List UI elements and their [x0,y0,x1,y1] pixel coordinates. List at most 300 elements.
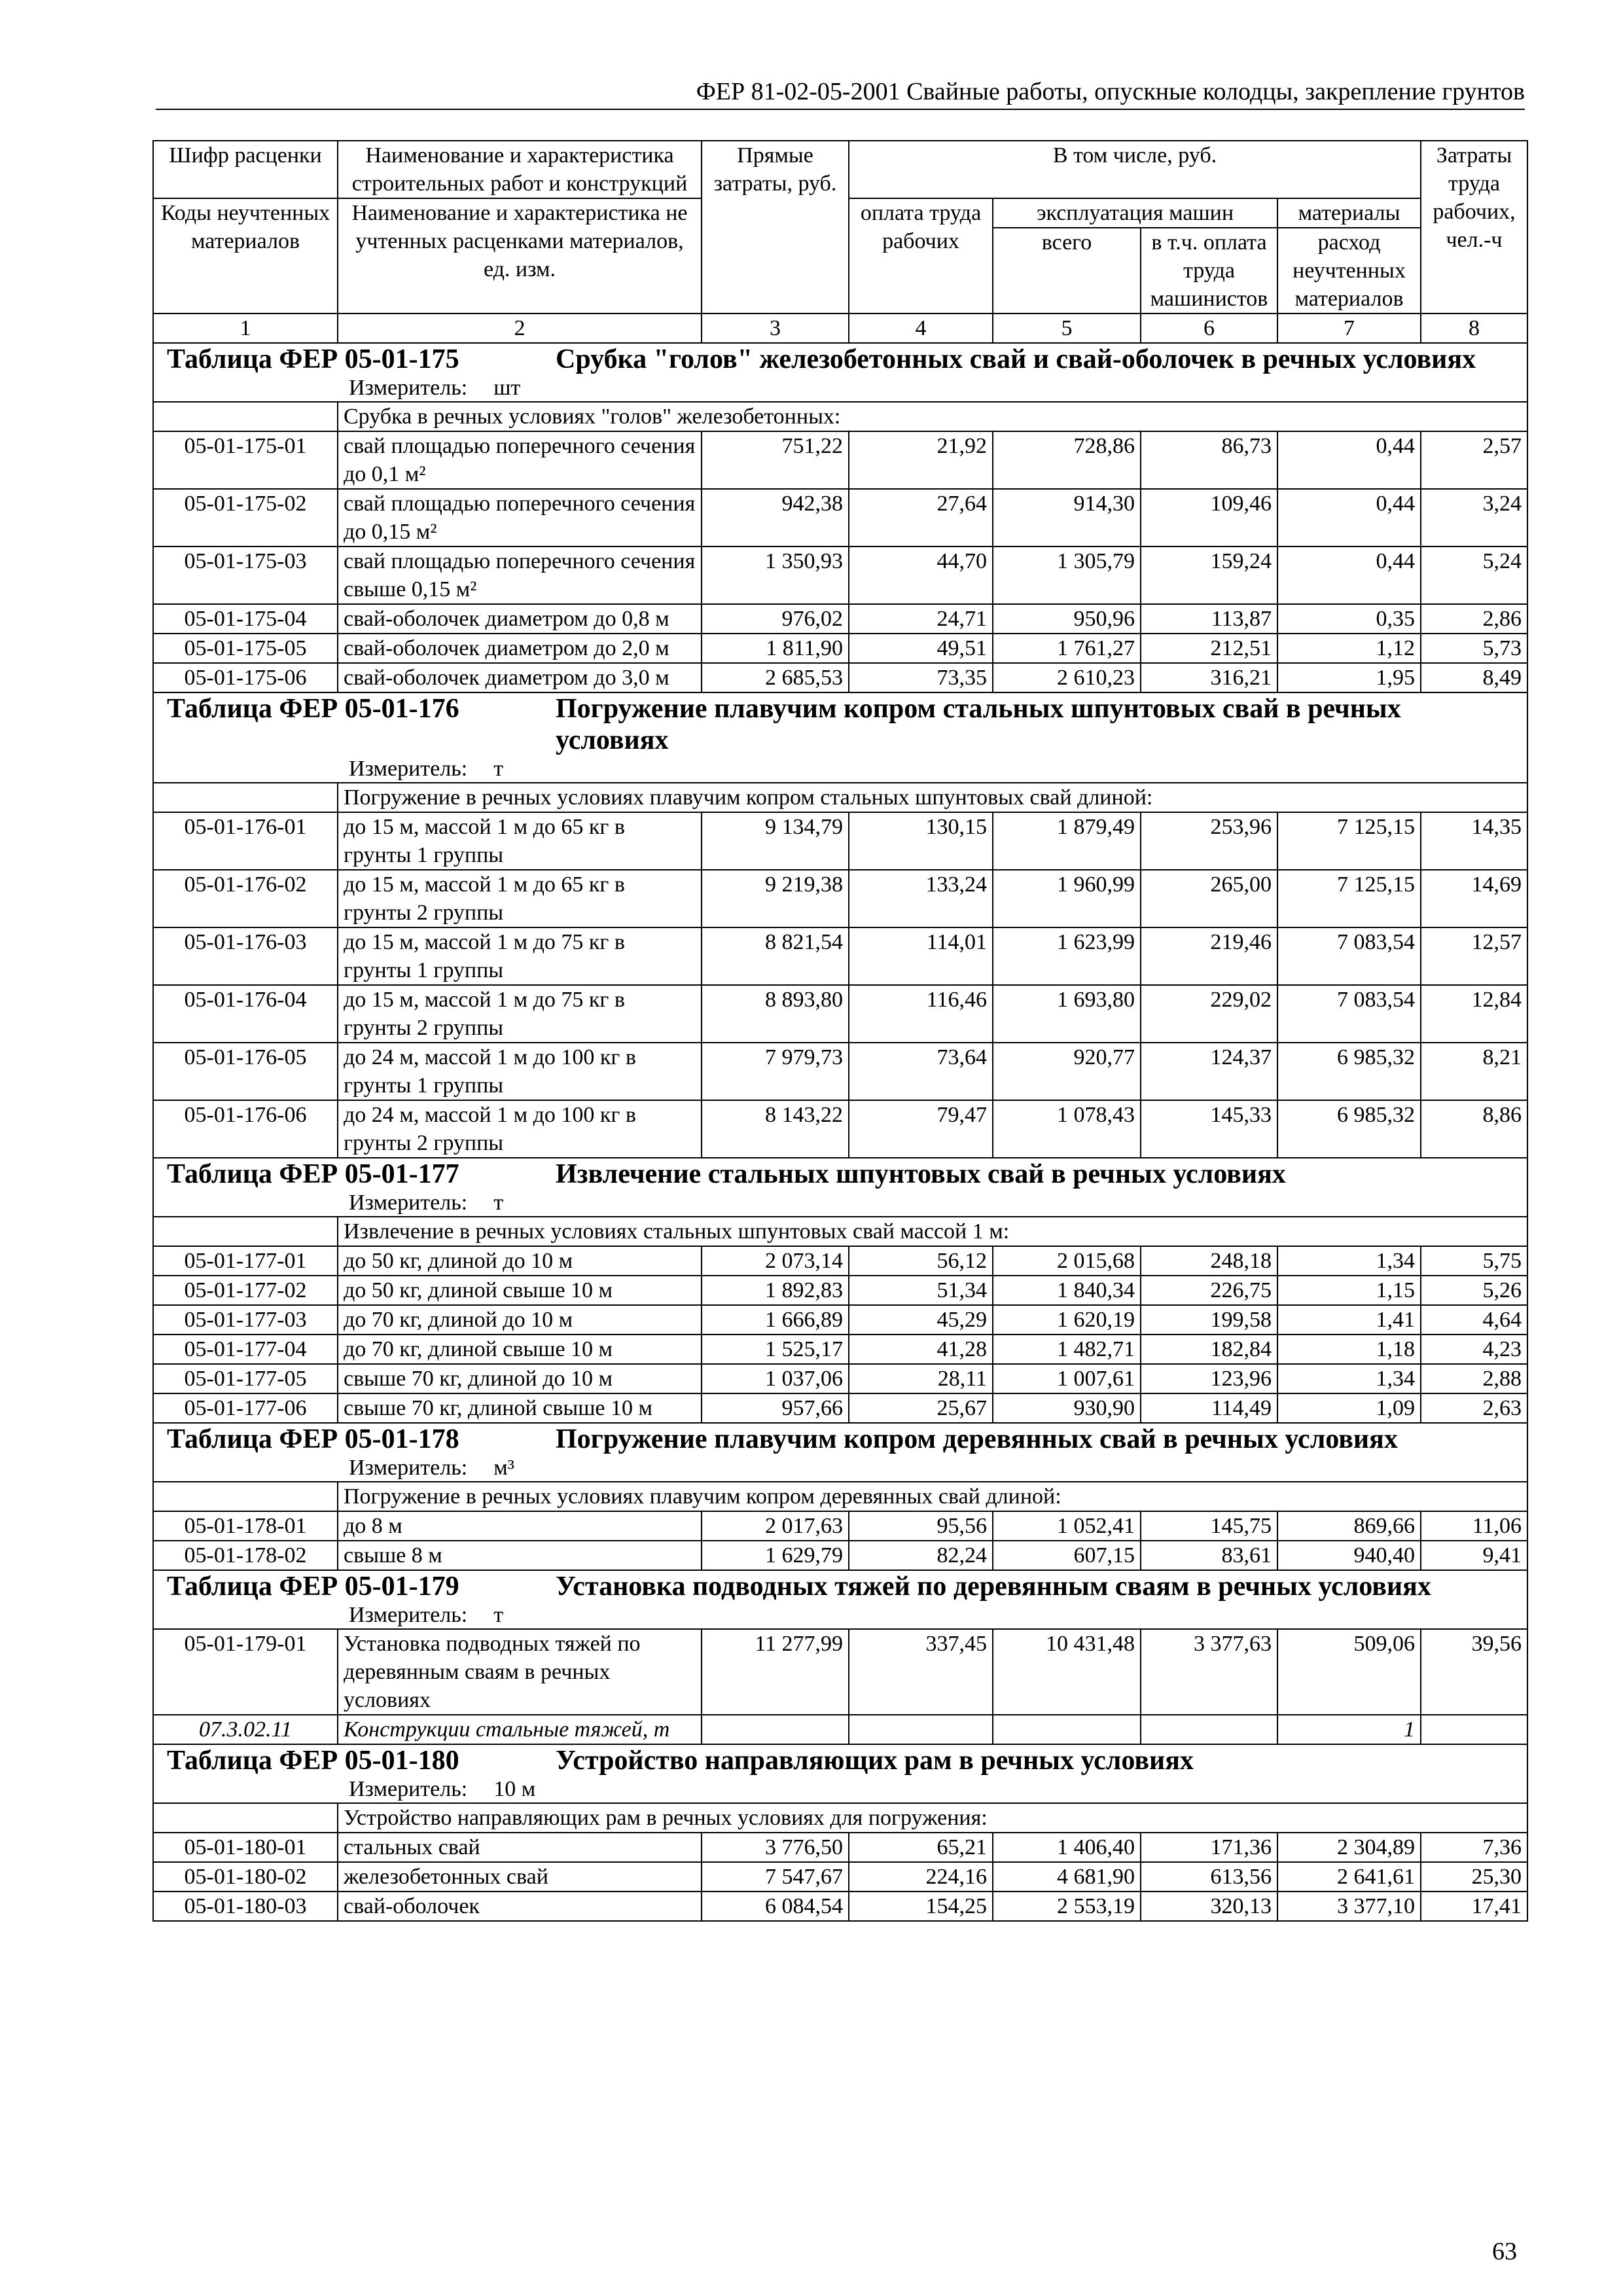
row-description: до 15 м, массой 1 м до 75 кг в грунты 1 группы [338,927,702,985]
row-description: свыше 70 кг, длиной до 10 м [338,1364,702,1393]
table-title [153,1158,1527,1217]
col-number: 1 [153,314,338,343]
row-material-consumption: 509,06 [1277,1629,1421,1715]
row-material-consumption: 2 641,61 [1277,1862,1421,1892]
row-code: 05-01-176-05 [153,1043,338,1100]
row-labor-hours: 5,24 [1421,547,1527,604]
row-machines-total: 914,30 [993,489,1141,547]
row-wages: 44,70 [849,547,993,604]
measure-label: Измеритель: [349,1777,468,1801]
row-machinist-wages: 229,02 [1141,985,1277,1043]
row-machines-total: 1 007,61 [993,1364,1141,1393]
row-machinist-wages: 219,46 [1141,927,1277,985]
row-material-consumption: 1,34 [1277,1246,1421,1276]
row-machinist-wages: 113,87 [1141,604,1277,634]
row-direct-cost: 11 277,99 [702,1629,849,1715]
page-number: 63 [1492,2238,1517,2265]
group-label: Устройство направляющих рам в речных условиях для погружения: [338,1803,1527,1833]
row-material-consumption: 1,18 [1277,1335,1421,1364]
table-title [153,692,1527,783]
row-material-consumption: 0,35 [1277,604,1421,634]
col-number: 2 [338,314,702,343]
col-machines-header: эксплуатация машин [993,198,1277,228]
measure-unit: шт [493,376,521,400]
measure-label: Измеритель: [349,1456,468,1480]
row-wages: 56,12 [849,1246,993,1276]
row-wages: 28,11 [849,1364,993,1393]
row-machines-total: 1 482,71 [993,1335,1141,1364]
group-code-cell [153,402,338,431]
row-description: до 8 м [338,1511,702,1541]
row-wages: 79,47 [849,1100,993,1158]
row-wages: 82,24 [849,1541,993,1570]
measure-line [159,1190,1522,1216]
row-code: 05-01-177-03 [153,1305,338,1335]
measure-line [159,1455,1522,1481]
row-machines-total: 1 406,40 [993,1833,1141,1862]
row-material-consumption: 1,12 [1277,634,1421,663]
measure-label: Измеритель: [349,757,468,781]
row-direct-cost: 1 666,89 [702,1305,849,1335]
row-description: свай площадью поперечного сечения до 0,15 м² [338,489,702,547]
table-title [153,1570,1527,1629]
row-machinist-wages: 253,96 [1141,812,1277,870]
col-incl-header: В том числе, руб. [849,141,1421,198]
row-material-consumption: 1,34 [1277,1364,1421,1393]
row-description: до 50 кг, длиной свыше 10 м [338,1276,702,1305]
row-labor-hours: 12,84 [1421,985,1527,1043]
row-machines-total: 2 015,68 [993,1246,1141,1276]
row-machines-total: 920,77 [993,1043,1141,1100]
row-machines-total: 2 610,23 [993,663,1141,692]
row-labor-hours: 25,30 [1421,1862,1527,1892]
table-heading [159,1158,1522,1190]
row-direct-cost: 2 073,14 [702,1246,849,1276]
table-number: Таблица ФЕР 05-01-176 [167,694,459,724]
row-labor-hours: 4,23 [1421,1335,1527,1364]
measure-unit: т [493,1191,504,1215]
row-description: свай площадью поперечного сечения свыше 0,15 м² [338,547,702,604]
row-description: до 15 м, массой 1 м до 75 кг в грунты 2 группы [338,985,702,1043]
row-machines-total: 1 078,43 [993,1100,1141,1158]
row-material-consumption: 7 125,15 [1277,870,1421,927]
table-row [153,870,1527,927]
table-row [153,1393,1527,1423]
col-material-codes-header: Коды неучтенных материалов [153,198,338,314]
group-label: Срубка в речных условиях "голов" железобетонных: [338,402,1527,431]
table-row [153,663,1527,692]
measure-unit: м³ [493,1456,514,1480]
row-direct-cost: 1 811,90 [702,634,849,663]
row-wages: 25,67 [849,1393,993,1423]
group-code-cell [153,1482,338,1511]
row-labor-hours: 8,49 [1421,663,1527,692]
table-title-row [153,1423,1527,1482]
row-code: 05-01-178-02 [153,1541,338,1570]
col-number: 7 [1277,314,1421,343]
row-material-consumption: 0,44 [1277,489,1421,547]
table-heading [159,1745,1522,1776]
table-name: Погружение плавучим копром стальных шпунтовых свай в речных условиях [556,694,1401,755]
row-machines-total: 4 681,90 [993,1862,1141,1892]
material-empty-cell [993,1715,1141,1744]
table-title-row [153,1570,1527,1629]
table-title-row [153,343,1527,402]
row-direct-cost: 3 776,50 [702,1833,849,1862]
row-wages: 337,45 [849,1629,993,1715]
table-row [153,1305,1527,1335]
row-wages: 49,51 [849,634,993,663]
row-direct-cost: 2 017,63 [702,1511,849,1541]
table-row [153,604,1527,634]
row-labor-hours: 14,35 [1421,812,1527,870]
row-material-consumption: 7 083,54 [1277,985,1421,1043]
row-material-consumption: 6 985,32 [1277,1043,1421,1100]
row-description: до 70 кг, длиной до 10 м [338,1305,702,1335]
row-machines-total: 728,86 [993,431,1141,489]
row-machinist-wages: 123,96 [1141,1364,1277,1393]
table-name: Срубка "голов" железобетонных свай и свай-оболочек в речных условиях [556,344,1476,374]
row-machinist-wages: 265,00 [1141,870,1277,927]
row-material-consumption: 3 377,10 [1277,1892,1421,1921]
row-machines-total: 2 553,19 [993,1892,1141,1921]
measure-label: Измеритель: [349,376,468,400]
row-machinist-wages: 145,33 [1141,1100,1277,1158]
row-description: до 24 м, массой 1 м до 100 кг в грунты 1 группы [338,1043,702,1100]
row-wages: 24,71 [849,604,993,634]
row-material-consumption: 1,09 [1277,1393,1421,1423]
row-direct-cost: 1 350,93 [702,547,849,604]
table-row [153,634,1527,663]
row-direct-cost: 7 547,67 [702,1862,849,1892]
table-name: Погружение плавучим копром деревянных свай в речных условиях [556,1424,1398,1454]
row-wages: 27,64 [849,489,993,547]
table-title [153,343,1527,402]
table-row [153,1276,1527,1305]
row-machines-total: 1 879,49 [993,812,1141,870]
col-direct-cost-header: Прямые затраты, руб. [702,141,849,314]
row-wages: 51,34 [849,1276,993,1305]
col-number: 6 [1141,314,1277,343]
material-empty-cell [849,1715,993,1744]
row-wages: 41,28 [849,1335,993,1364]
col-number: 5 [993,314,1141,343]
table-number: Таблица ФЕР 05-01-175 [167,344,459,374]
table-number: Таблица ФЕР 05-01-179 [167,1571,459,1602]
measure-line [159,1602,1522,1628]
row-material-consumption: 7 125,15 [1277,812,1421,870]
row-machinist-wages: 613,56 [1141,1862,1277,1892]
row-material-consumption: 1,15 [1277,1276,1421,1305]
row-wages: 95,56 [849,1511,993,1541]
row-labor-hours: 5,73 [1421,634,1527,663]
row-machinist-wages: 159,24 [1141,547,1277,604]
table-heading [159,693,1522,756]
table-row [153,547,1527,604]
table-row [153,1541,1527,1570]
row-machinist-wages: 212,51 [1141,634,1277,663]
row-direct-cost: 957,66 [702,1393,849,1423]
row-machines-total: 1 623,99 [993,927,1141,985]
row-direct-cost: 8 143,22 [702,1100,849,1158]
table-row [153,431,1527,489]
col-code-header: Шифр расценки [153,141,338,198]
row-wages: 154,25 [849,1892,993,1921]
row-machinist-wages: 83,61 [1141,1541,1277,1570]
row-code: 05-01-177-04 [153,1335,338,1364]
row-machines-total: 10 431,48 [993,1629,1141,1715]
row-machines-total: 1 052,41 [993,1511,1141,1541]
row-code: 05-01-175-02 [153,489,338,547]
row-labor-hours: 3,24 [1421,489,1527,547]
row-labor-hours: 7,36 [1421,1833,1527,1862]
measure-unit: 10 м [493,1777,536,1801]
row-material-consumption: 1,95 [1277,663,1421,692]
row-machines-total: 1 693,80 [993,985,1141,1043]
row-code: 05-01-176-06 [153,1100,338,1158]
col-name-header: Наименование и характеристика строительных работ и конструкций [338,141,702,198]
row-machinist-wages: 86,73 [1141,431,1277,489]
row-description: свай-оболочек [338,1892,702,1921]
col-machinist-wages-header: в т.ч. оплата труда машинистов [1141,228,1277,314]
measure-label: Измеритель: [349,1603,468,1627]
row-direct-cost: 8 893,80 [702,985,849,1043]
row-machinist-wages: 124,37 [1141,1043,1277,1100]
row-direct-cost: 1 892,83 [702,1276,849,1305]
row-code: 05-01-176-03 [153,927,338,985]
measure-label: Измеритель: [349,1191,468,1215]
row-machinist-wages: 114,49 [1141,1393,1277,1423]
table-row [153,812,1527,870]
table-name: Установка подводных тяжей по деревянным сваям в речных условиях [556,1571,1431,1602]
row-direct-cost: 976,02 [702,604,849,634]
col-number: 3 [702,314,849,343]
row-material-consumption: 7 083,54 [1277,927,1421,985]
table-row [153,1511,1527,1541]
row-code: 05-01-180-01 [153,1833,338,1862]
row-machinist-wages: 316,21 [1141,663,1277,692]
row-machinist-wages: 199,58 [1141,1305,1277,1335]
row-machinist-wages: 145,75 [1141,1511,1277,1541]
row-direct-cost: 7 979,73 [702,1043,849,1100]
page-header: ФЕР 81-02-05-2001 Свайные работы, опускные колодцы, закрепление грунтов [156,77,1525,110]
row-direct-cost: 6 084,54 [702,1892,849,1921]
material-empty-cell [702,1715,849,1744]
group-label: Извлечение в речных условиях стальных шпунтовых свай массой 1 м: [338,1217,1527,1246]
row-description: железобетонных свай [338,1862,702,1892]
row-direct-cost: 942,38 [702,489,849,547]
row-wages: 73,35 [849,663,993,692]
row-description: до 15 м, массой 1 м до 65 кг в грунты 2 группы [338,870,702,927]
row-code: 05-01-178-01 [153,1511,338,1541]
row-material-consumption: 869,66 [1277,1511,1421,1541]
row-code: 05-01-175-05 [153,634,338,663]
material-qty: 1 [1277,1715,1421,1744]
col-materials-header: материалы [1277,198,1421,228]
row-wages: 130,15 [849,812,993,870]
group-row [153,1217,1527,1246]
group-label: Погружение в речных условиях плавучим копром деревянных свай длиной: [338,1482,1527,1511]
row-labor-hours: 2,63 [1421,1393,1527,1423]
row-machines-total: 1 305,79 [993,547,1141,604]
row-direct-cost: 9 134,79 [702,812,849,870]
group-code-cell [153,1803,338,1833]
table-title-row [153,1744,1527,1803]
col-labor-hours-header: Затраты труда рабочих, чел.-ч [1421,141,1527,314]
row-direct-cost: 1 629,79 [702,1541,849,1570]
row-description: Установка подводных тяжей по деревянным сваям в речных условиях [338,1629,702,1715]
row-labor-hours: 2,57 [1421,431,1527,489]
table-row [153,927,1527,985]
row-code: 05-01-179-01 [153,1629,338,1715]
group-row [153,783,1527,812]
row-labor-hours: 8,21 [1421,1043,1527,1100]
row-code: 05-01-177-05 [153,1364,338,1393]
row-wages: 45,29 [849,1305,993,1335]
row-machines-total: 1 840,34 [993,1276,1141,1305]
row-wages: 116,46 [849,985,993,1043]
row-wages: 73,64 [849,1043,993,1100]
measure-line [159,375,1522,401]
row-machinist-wages: 226,75 [1141,1276,1277,1305]
row-description: свай-оболочек диаметром до 2,0 м [338,634,702,663]
row-material-consumption: 1,41 [1277,1305,1421,1335]
row-code: 05-01-176-04 [153,985,338,1043]
group-row [153,1482,1527,1511]
material-empty-cell [1141,1715,1277,1744]
col-material-names-header: Наименование и характеристика не учтенных расценками материалов, ед. изм. [338,198,702,314]
row-machinist-wages: 248,18 [1141,1246,1277,1276]
row-material-consumption: 940,40 [1277,1541,1421,1570]
row-labor-hours: 39,56 [1421,1629,1527,1715]
row-labor-hours: 12,57 [1421,927,1527,985]
row-labor-hours: 2,86 [1421,604,1527,634]
row-direct-cost: 9 219,38 [702,870,849,927]
row-description: стальных свай [338,1833,702,1862]
row-description: свай-оболочек диаметром до 3,0 м [338,663,702,692]
table-title [153,1423,1527,1482]
row-machines-total: 950,96 [993,604,1141,634]
table-row [153,1043,1527,1100]
row-direct-cost: 1 037,06 [702,1364,849,1393]
row-code: 05-01-175-06 [153,663,338,692]
row-labor-hours: 2,88 [1421,1364,1527,1393]
group-code-cell [153,783,338,812]
table-title-row [153,1158,1527,1217]
row-description: свыше 8 м [338,1541,702,1570]
material-name: Конструкции стальные тяжей, т [338,1715,702,1744]
row-code: 05-01-177-02 [153,1276,338,1305]
row-material-consumption: 6 985,32 [1277,1100,1421,1158]
row-code: 05-01-175-01 [153,431,338,489]
row-description: до 50 кг, длиной до 10 м [338,1246,702,1276]
row-machines-total: 1 761,27 [993,634,1141,663]
table-row [153,1862,1527,1892]
row-labor-hours: 5,75 [1421,1246,1527,1276]
row-machinist-wages: 182,84 [1141,1335,1277,1364]
col-number: 8 [1421,314,1527,343]
table-row [153,1833,1527,1862]
col-machines-total-header: всего [993,228,1141,314]
table-row [153,1629,1527,1715]
row-direct-cost: 8 821,54 [702,927,849,985]
row-material-consumption: 0,44 [1277,547,1421,604]
table-heading [159,344,1522,375]
row-labor-hours: 9,41 [1421,1541,1527,1570]
row-wages: 133,24 [849,870,993,927]
table-row [153,1364,1527,1393]
row-wages: 65,21 [849,1833,993,1862]
material-row [153,1715,1527,1744]
table-row [153,1100,1527,1158]
table-title-row [153,692,1527,783]
table-row [153,489,1527,547]
group-row [153,1803,1527,1833]
row-code: 05-01-176-02 [153,870,338,927]
row-labor-hours: 4,64 [1421,1305,1527,1335]
material-code: 07.3.02.11 [153,1715,338,1744]
row-labor-hours: 17,41 [1421,1892,1527,1921]
table-number: Таблица ФЕР 05-01-177 [167,1159,459,1189]
row-code: 05-01-175-04 [153,604,338,634]
table-number: Таблица ФЕР 05-01-180 [167,1746,459,1776]
group-code-cell [153,1217,338,1246]
row-labor-hours: 8,86 [1421,1100,1527,1158]
row-labor-hours: 11,06 [1421,1511,1527,1541]
group-row [153,402,1527,431]
row-machinist-wages: 3 377,63 [1141,1629,1277,1715]
row-description: до 24 м, массой 1 м до 100 кг в грунты 2 группы [338,1100,702,1158]
row-machinist-wages: 171,36 [1141,1833,1277,1862]
table-number: Таблица ФЕР 05-01-178 [167,1424,459,1454]
table-row [153,1892,1527,1921]
row-wages: 21,92 [849,431,993,489]
row-machines-total: 930,90 [993,1393,1141,1423]
measure-unit: т [493,1603,504,1627]
row-direct-cost: 2 685,53 [702,663,849,692]
row-labor-hours: 5,26 [1421,1276,1527,1305]
row-wages: 114,01 [849,927,993,985]
row-code: 05-01-176-01 [153,812,338,870]
row-labor-hours: 14,69 [1421,870,1527,927]
row-wages: 224,16 [849,1862,993,1892]
row-description: до 70 кг, длиной свыше 10 м [338,1335,702,1364]
table-row [153,1335,1527,1364]
row-machines-total: 1 620,19 [993,1305,1141,1335]
row-machinist-wages: 109,46 [1141,489,1277,547]
row-description: свай площадью поперечного сечения до 0,1 м² [338,431,702,489]
row-code: 05-01-175-03 [153,547,338,604]
measure-line [159,1776,1522,1803]
table-heading [159,1424,1522,1455]
row-direct-cost: 751,22 [702,431,849,489]
table-heading [159,1571,1522,1602]
price-table [152,140,1528,1922]
table-title [153,1744,1527,1803]
col-material-consumption-header: расход неучтенных материалов [1277,228,1421,314]
table-name: Устройство направляющих рам в речных условиях [556,1746,1194,1776]
row-description: до 15 м, массой 1 м до 65 кг в грунты 1 группы [338,812,702,870]
row-code: 05-01-180-03 [153,1892,338,1921]
table-row [153,1246,1527,1276]
row-material-consumption: 2 304,89 [1277,1833,1421,1862]
measure-line [159,756,1522,782]
row-machinist-wages: 320,13 [1141,1892,1277,1921]
measure-unit: т [493,757,504,781]
row-description: свыше 70 кг, длиной свыше 10 м [338,1393,702,1423]
row-direct-cost: 1 525,17 [702,1335,849,1364]
row-material-consumption: 0,44 [1277,431,1421,489]
